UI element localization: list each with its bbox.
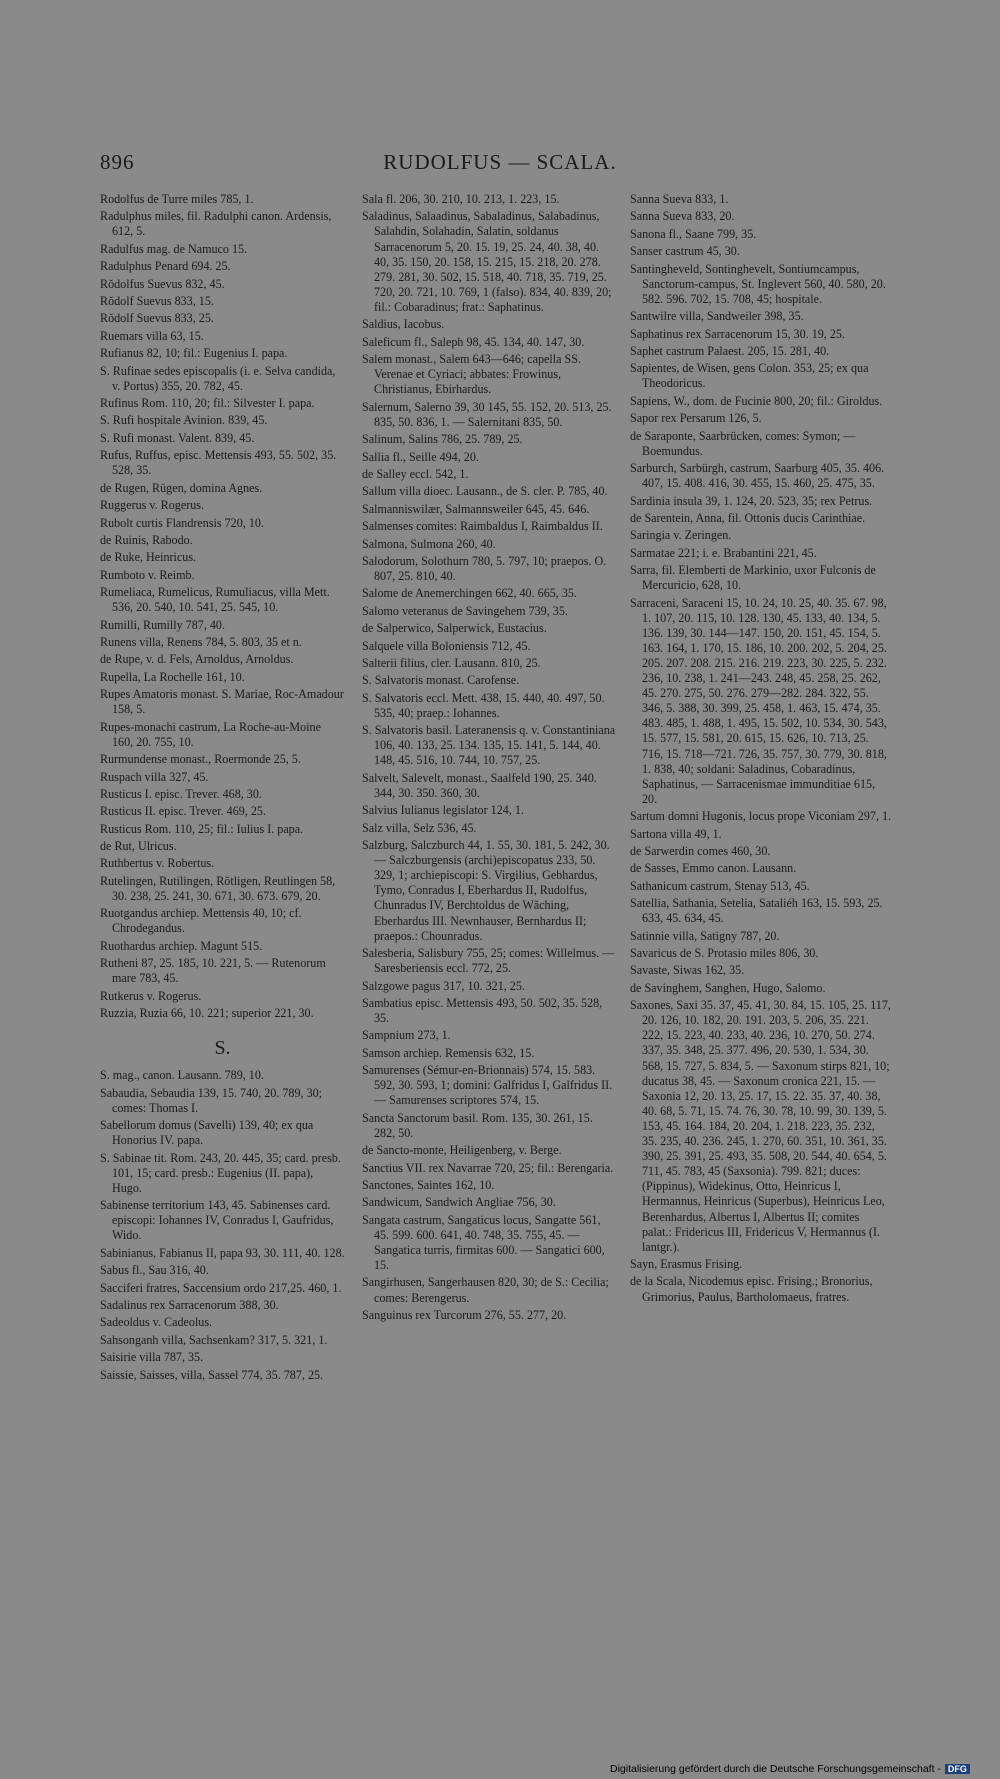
index-entry: Salinum, Salins 786, 25. 789, 25. [362,432,523,447]
index-entry: Satellia, Sathania, Setelia, Sataliéh 163, 15. 593, 25. 633, 45. 634, 45. [630,896,883,926]
index-entry: Sartum domni Hugonis, locus prope Viconiam 297, 1. [630,809,892,824]
index-entry: Sandwicum, Sandwich Angliae 756, 30. [362,1195,556,1210]
index-entry: Ruzzia, Ruzia 66, 10. 221; superior 221, 30. [100,1006,314,1021]
index-entry: Sarraceni, Saraceni 15, 10. 24, 10. 25, 40. 35. 67. 98, 1. 107, 20. 115, 10. 128. 130, 45. 133, 40. 134, 5. 136. 139, 30. 144—147. 150, 20. 151, 45. 154, 5. 163. 164, 1. 170, 15. 186, 10. 200. 202, 5. 204, 25. 205. 207. 208. 215. 216. 219. 223, 30. 225, 5. 232. 236, 10. 238, 1. 241—243. 248, 45. 258, 25. 262, 45. 270. 275, 50. 276. 279—282. 284. 322, 55. 346, 5. 388, 30. 399, 25. 458, 1. 463, 15. 474, 35. 483. 485, 1. 488, 1. 495, 15. 502, 10. 534, 30. 543, 15. 577, 15. 581, 20. 615, 15. 626, 10. 713, 25. 716, 15. 718—721. 726, 35. 757, 30. 779, 30. 818, 1. 838, 40; soldani: Saladinus, Cobaradinus, Saphatinus, — Sarracenismae immunditiae 615, 20. [630,595,887,806]
index-entry: Rusticus Rom. 110, 25; fil.: Iulius I. papa. [100,821,304,836]
index-entry: Sapiens, W., dom. de Fucinie 800, 20; fil.: Giroldus. [630,393,883,408]
index-entry: Sanctius VII. rex Navarrae 720, 25; fil.: Berengaria. [362,1160,614,1175]
index-entry: Rufus, Ruffus, episc. Mettensis 493, 55. 502, 35. 528, 35. [100,448,337,478]
column-2-entries [362,192,616,1323]
index-entry: de Rut, Ulricus. [100,839,177,854]
index-entry: de Sancto-monte, Heiligenberg, v. Berge. [362,1143,562,1158]
index-entry: Savaste, Siwas 162, 35. [630,963,745,978]
index-entry: Rupella, La Rochelle 161, 10. [100,669,245,684]
index-entry: Sanona fl., Saane 799, 35. [630,226,757,241]
index-entry: Salesberia, Salisbury 755, 25; comes: Willelmus. — Saresberiensis eccl. 772, 25. [362,946,615,976]
index-entry: Runens villa, Renens 784, 5. 803, 35 et n. [100,634,302,649]
index-entry: Saxones, Saxi 35. 37, 45. 41, 30. 84, 15. 105, 25. 117, 20. 126, 10. 182, 20. 191. 203, 5. 206, 35. 221. 222, 15. 223, 40. 233, 40. 236, 10. 270, 50. 274. 337, 35. 348, 25. 377. 496, 20. 530, 1. 534, 30. 568, 15. 727, 5. 834, 5. — Saxonum stirps 821, 10; ducatus 38, 45. — Saxonum cronica 221, 15. — Saxonia 12, 20. 13, 25. 17, 15. 22. 35. 37, 40. 38, 40. 68, 5. 71, 15. 74. 76, 30. 78, 10. 99, 30. 139, 5. 153, 45. 164. 184, 20. 204, 1. 218. 223, 35. 232, 35. 235, 40. 236. 245, 1. 270, 60. 351, 10. 361, 35. 390, 25. 391, 25. 493, 35. 508, 20. 544, 40. 654, 5. 711, 45. 783, 45 (Saxsonia). 799. 821; duces: (Pippinus), Widekinus, Otto, Heinricus I, Hermannus, Heinricus (Superbus), Heinricus Leo, Berenhardus, Albertus I, Albertus II; comites palat.: Fridericus III, Fridericus V, Hermannus (I. lantgr.). [630,998,891,1254]
index-entry: Rusticus I. episc. Trever. 468, 30. [100,786,262,801]
index-entry: Rumeliaca, Rumelicus, Rumuliacus, villa Mett. 536, 20. 540, 10. 541, 25. 545, 10. [100,585,330,615]
index-entry: S. Salvatoris basil. Lateranensis q. v. Constantiniana 106, 40. 133, 25. 134. 135, 15. 141, 5. 144, 40. 148, 45. 516, 10. 744, 10. 757, 25. [362,723,616,768]
index-entry: Sarra, fil. Elemberti de Markinio, uxor Fulconis de Mercuricio, 628, 10. [630,563,876,593]
index-entry: Samson archiep. Remensis 632, 15. [362,1045,535,1060]
index-entry: S. Rufi monast. Valent. 839, 45. [100,430,255,445]
index-entry: Santwilre villa, Sandweiler 398, 35. [630,309,804,324]
index-entry: Sacciferi fratres, Saccensium ordo 217,25. 460, 1. [100,1280,342,1295]
index-entry: Sabinianus, Fabianus II, papa 93, 30. 111, 40. 128. [100,1245,345,1260]
index-entry: Sangata castrum, Sangaticus locus, Sangatte 561, 45. 599. 600. 641, 40. 748, 35. 755, 45. — Sangatica turris, firmitas 600. — Sangatici 600, 15. [362,1212,605,1273]
index-entry: Sanguinus rex Turcorum 276, 55. 277, 20. [362,1307,567,1322]
index-entry: Sadalinus rex Sarracenorum 388, 30. [100,1297,279,1312]
index-entry: Saldius, Iacobus. [362,317,445,332]
index-entry: Rutheni 87, 25. 185, 10. 221, 5. — Rutenorum mare 783, 45. [100,956,326,986]
index-entry: Sangirhusen, Sangerhausen 820, 30; de S.: Cecilia; comes: Berengerus. [362,1275,609,1305]
index-entry: Rurmundense monast., Roermonde 25, 5. [100,752,301,767]
index-entry: Salzburg, Salczburch 44, 1. 55, 30. 181, 5. 242, 30. — Salczburgensis (archi)episcopatus 233, 50. 329, 1; archiepiscopi: S. Virgilius, Gebhardus, Tymo, Conradus I, Eberhardus II, Rudolfus, Chunradus IV, Berchtoldus de Wăching, Eberhardus III. Newnhauser, Bernhardus II; praepos.: Chounradus. [362,838,610,943]
index-entry: Rumilli, Rumilly 787, 40. [100,617,225,632]
page-number: 896 [100,150,135,174]
index-entry: Sadeoldus v. Cadeolus. [100,1315,213,1330]
index-entry: S. Rufinae sedes episcopalis (i. e. Selva candida, v. Portus) 355, 20. 782, 45. [100,363,336,393]
index-entry: de Ruinis, Rabodo. [100,532,193,547]
column-3-entries [630,192,892,1305]
index-entry: Sampnium 273, 1. [362,1028,451,1043]
index-entry: de Sarentein, Anna, fil. Ottonis ducis Carinthiae. [630,510,866,525]
index-entry: Sallia fl., Seille 494, 20. [362,449,479,464]
index-entry: Rupes-monachi castrum, La Roche-au-Moine 160, 20. 755, 10. [100,719,321,749]
index-entry: Saisirie villa 787, 35. [100,1350,204,1365]
index-entry: Sahsonganh villa, Sachsenkam? 317, 5. 321, 1. [100,1332,328,1347]
index-entry: Savaricus de S. Protasio miles 806, 30. [630,946,819,961]
index-entry: Ruotgandus archiep. Mettensis 40, 10; cf. Chrodegandus. [100,906,302,936]
index-entry: Rŏdolf Suevus 833, 15. [100,294,214,309]
index-entry: Salernum, Salerno 39, 30 145, 55. 152, 20. 513, 25. 835, 50. 836, 1. — Salernitani 835, 50. [362,399,612,429]
index-entry: Rusticus II. episc. Trever. 469, 25. [100,804,266,819]
index-entry: Saladinus, Salaadinus, Sabaladinus, Salabadinus, Salahdin, Solahadin, Salatin, soldanus Sarracenorum 5, 20. 15. 19, 25. 24, 40. 38, 40. 40, 35. 150, 20. 158, 15. 215, 15. 218, 20. 278. 279. 281, 30. 502, 15. 518, 40. 718, 35. 719, 25. 720, 20. 721, 10. 769, 1 (falso). 834, 40. 839, 20; fil.: Cobaradinus; frat.: Saphatinus. [362,209,612,314]
index-entry: Salomo veteranus de Savingehem 739, 35. [362,603,568,618]
index-entry: Santingheveld, Sontinghevelt, Sontiumcampus, Sanctorum-campus, St. Inglevert 560, 40. 580, 20. 582. 596. 702, 15. 708, 45; hospitale. [630,261,886,306]
index-entry: de la Scala, Nicodemus episc. Frising.; Bronorius, Grimorius, Paulus, Bartholomaeus, fratres. [630,1274,873,1304]
index-entry: Sarburch, Sarbürgh, castrum, Saarburg 405, 35. 406. 407, 15. 408. 416, 30. 455, 15. 460, 25. 475, 35. [630,461,885,491]
index-entry: Ruemars villa 63, 15. [100,328,204,343]
index-entry: Rufianus 82, 10; fil.: Eugenius I. papa. [100,346,288,361]
index-entry: S. Rufi hospitale Avinion. 839, 45. [100,413,268,428]
index-entry: S. Salvatoris eccl. Mett. 438, 15. 440, 40. 497, 50. 535, 40; praep.: Iohannes. [362,690,605,720]
index-entry: Ruspach villa 327, 45. [100,769,209,784]
index-entry: Sabus fl., Sau 316, 40. [100,1263,209,1278]
index-entry: S. Salvatoris monast. Carofense. [362,673,520,688]
column-1-entries [100,192,345,1021]
index-entry: Sarmatae 221; i. e. Brabantini 221, 45. [630,545,817,560]
index-entry: Salodorum, Solothurn 780, 5. 797, 10; praepos. O. 807, 25. 810, 40. [362,553,607,584]
index-entry: Sanna Sueva 833, 20. [630,209,735,224]
index-entry: Saphet castrum Palaest. 205, 15. 281, 40. [630,343,830,358]
index-entry: de Salperwico, Salperwick, Eustacius. [362,621,547,636]
index-entry: Ruggerus v. Rogerus. [100,498,205,513]
index-entry: Rumboto v. Reimb. [100,567,195,582]
index-entry: Rupes Amatoris monast. S. Mariae, Roc-Amadour 158, 5. [100,687,344,717]
running-title: RUDOLFUS — SCALA. [383,150,617,174]
index-entry: Rubolt curtis Flandrensis 720, 10. [100,515,264,530]
index-entry: Sabaudia, Sebaudia 139, 15. 740, 20. 789, 30; comes: Thomas I. [100,1085,323,1115]
index-column-2 [362,192,616,1325]
index-entry: Radulphus Penard 694. 25. [100,259,231,274]
index-entry: Sartona villa 49, 1. [630,826,722,841]
index-entry: Samurenses (Sémur-en-Brionnais) 574, 15. 583. 592, 30. 593, 1; domini: Galfridus I, Galfridus II. — Samurenses scriptores 574, 15. [362,1063,613,1108]
index-entry: de Sasses, Emmo canon. Lausann. [630,861,797,876]
index-entry: Sathanicum castrum, Stenay 513, 45. [630,878,810,893]
index-entry: Radulphus miles, fil. Radulphi canon. Ardensis, 612, 5. [100,209,332,239]
index-entry: S. mag., canon. Lausann. 789, 10. [100,1068,264,1083]
index-entry: Saringia v. Zeringen. [630,528,732,543]
index-entry: Salome de Anemerchingen 662, 40. 665, 35. [362,586,577,601]
index-entry: de Saraponte, Saarbrücken, comes: Symon; — Boemundus. [630,428,856,458]
index-entry: Saphatinus rex Sarracenorum 15, 30. 19, 25. [630,326,845,341]
index-entry: de Salley eccl. 542, 1. [362,466,469,481]
index-entry: de Sarwerdin comes 460, 30. [630,843,771,858]
footer-credit [610,1763,970,1775]
index-entry: Saissie, Saisses, villa, Sassel 774, 35. 787, 25. [100,1367,324,1382]
index-entry: Sallum villa dioec. Lausann., de S. cler. P. 785, 40. [362,484,608,499]
index-entry: Salterii filius, cler. Lausann. 810, 25. [362,655,541,670]
index-entry: Salmanniswilær, Salmannsweiler 645, 45. 646. [362,501,590,516]
index-entry: Rŏdolf Suevus 833, 25. [100,311,214,326]
dfg-logo: DFG [945,1764,970,1774]
index-entry: Salz villa, Selz 536, 45. [362,820,477,835]
index-entry: Sabellorum domus (Savelli) 139, 40; ex qua Honorius IV. papa. [100,1118,314,1148]
index-entry: Rutkerus v. Rogerus. [100,988,202,1003]
section-letter: S. [214,1037,231,1060]
index-entry: Sanctones, Saintes 162, 10. [362,1178,495,1193]
index-entry: Salmenses comites: Raimbaldus I, Raimbaldus II. [362,519,603,534]
index-entry: Radulfus mag. de Namuco 15. [100,241,248,256]
index-entry: Salem monast., Salem 643—646; capella SS. Verenae et Cyriaci; abbates: Frowinus, Christianus, Ebirhardus. [362,352,582,397]
index-entry: Sapientes, de Wisen, gens Colon. 353, 25; ex qua Theodoricus. [630,361,869,391]
index-column-1 [100,192,345,1385]
index-entry: Rŏdolfus Suevus 832, 45. [100,276,225,291]
index-entry: de Savinghem, Sanghen, Hugo, Salomo. [630,980,826,995]
column-1-s-entries [100,1068,345,1382]
index-entry: Salzgowe pagus 317, 10. 321, 25. [362,978,525,993]
index-entry: de Ruke, Heinricus. [100,550,197,565]
index-entry: Salquele villa Boloniensis 712, 45. [362,638,531,653]
index-entry: Sambatius episc. Mettensis 493, 50. 502, 35. 528, 35. [362,995,603,1025]
index-entry: Sardinia insula 39, 1. 124, 20. 523, 35; rex Petrus. [630,493,873,508]
index-entry: Sala fl. 206, 30. 210, 10. 213, 1. 223, 15. [362,192,560,206]
index-entry: Ruothardus archiep. Magunt 515. [100,938,263,953]
index-entry: Rufinus Rom. 110, 20; fil.: Silvester I. papa. [100,396,315,411]
index-entry: de Rugen, Rügen, domina Agnes. [100,480,263,495]
index-entry: Sabinense territorium 143, 45. Sabinenses card. episcopi: Iohannes IV, Conradus I, Gaufridus, Wido. [100,1198,334,1243]
index-entry: Ruthbertus v. Robertus. [100,856,215,871]
index-entry: Sanna Sueva 833, 1. [630,192,729,206]
index-entry: Sanser castrum 45, 30. [630,244,740,259]
index-entry: S. Sabinae tit. Rom. 243, 20. 445, 35; card. presb. 101, 15; card. presb.: Eugenius (II. papa), Hugo. [100,1150,341,1195]
index-column-3 [630,192,892,1307]
index-entry: de Rupe, v. d. Fels, Arnoldus, Arnoldus. [100,652,294,667]
index-entry: Salvius Iulianus legislator 124, 1. [362,803,524,818]
index-entry: Saleficum fl., Saleph 98, 45. 134, 40. 147, 30. [362,334,585,349]
index-entry: Rutelingen, Rutilingen, Rŏtligen, Reutlingen 58, 30. 238, 25. 241, 30. 671, 30. 673. 679, 20. [100,873,336,903]
index-entry: Salvelt, Salevelt, monast., Saalfeld 190, 25. 340. 344, 30. 350. 360, 30. [362,770,597,800]
page-header [100,150,900,180]
index-entry: Sancta Sanctorum basil. Rom. 135, 30. 261, 15. 282, 50. [362,1110,593,1140]
index-entry: Satinnie villa, Satigny 787, 20. [630,928,780,943]
index-entry: Sayn, Erasmus Frising. [630,1257,743,1272]
footer-text: Digitalisierung gefördert durch die Deutsche Forschungsgemeinschaft - [610,1763,941,1775]
index-entry: Rodolfus de Turre miles 785, 1. [100,192,254,206]
index-entry: Sapor rex Persarum 126, 5. [630,411,762,426]
index-entry: Salmona, Sulmona 260, 40. [362,536,496,551]
